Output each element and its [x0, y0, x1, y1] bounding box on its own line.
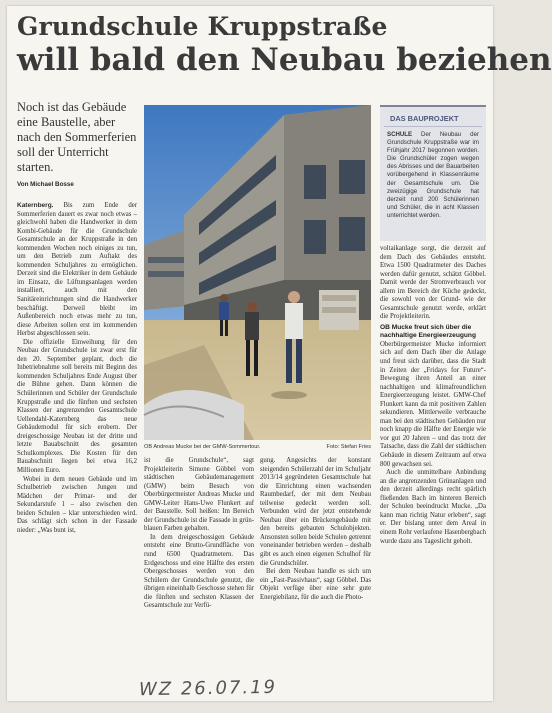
paragraph: voltaikanlage sorgt, die derzeit auf dem Dach des Gebäudes entsteht. Etwa 1500 Quadratmeter des Daches werden dafür genutzt, schätzt Göbbel. Damit werde der Stromverbrauch vor allem im Bereich der Küche gedeckt, die sowohl von der Grund- wie der Gesamtschule genutzt werde, erklärt die Projektleiterin. — [380, 245, 486, 321]
dateline: Katernberg. — [17, 202, 54, 209]
paragraph: Auch die unmittelbare Anbindung an die angrenzenden Grünanlagen und den derzeit allerdings recht spärlich fließenden Bach im hinteren Bereich der Schulen beeindruckt Mucke. „Da kann man richtig Natur erleben“, sagt er. Der bislang unter dem Areal in einem Rohr verlaufene Hasenbergbach wurde dazu ans Tageslicht geholt. — [380, 469, 486, 545]
article-column-2 — [144, 457, 254, 611]
info-box-title: DAS BAUPROJEKT — [384, 107, 482, 127]
headline — [17, 12, 552, 78]
info-box — [380, 105, 486, 241]
paragraph: Katernberg. Bis zum Ende der Sommerferien dauert es zwar noch etwas – gleichwohl haben die Handwerker in dem Kombi-Gebäude für die Grundschule Gesamtschule an der Kruppstraße in den kommenden Wochen noch einiges zu tun, um den Betrieb zum Auftakt des kommenden Schuljahres zu ermöglichen. Derzeit sind die Elektriker in dem Gebäude im Einsatz, die Lüftungsanlagen werden installiert, auch mit den Sanitäreinrichtungen sind die Handwerker beschäftigt. Derweil bleibt im Außenbereich noch etwas mehr zu tun, diese Arbeiten sollen erst im kommenden Herbst abgeschlossen sein. — [17, 202, 137, 338]
headline-line-1: Grundschule Kruppstraße — [17, 12, 388, 41]
article-column-4 — [380, 245, 486, 546]
paragraph: In dem dreigeschossigen Gebäude entsteht eine Brutto-Grundfläche von rund 6500 Quadratmetern. Das Erdgeschoss und eine Hälfte des ersten Obergeschosses werden von den Schülern der Grundschule genutzt, die übrigen eineinhalb Geschosse stehen für die fünften und sechsten Klassen der Gesamtschule zur Verfü- — [144, 533, 254, 610]
handwritten-date-note: WZ 26.07.19 — [138, 676, 278, 701]
school-building-photo — [144, 105, 371, 440]
paragraph: Die offizielle Einweihung für den Neubau der Grundschule ist zwar erst für den 20. September geplant, doch die Inbetriebnahme soll bereits mit Beginn des kommenden Schuljahres Ende August über die Bühne gehen. Dann können die Schülerinnen und Schüler der Grundschule Kruppstraße und die fünften und sechsten Klassen der angrenzenden Gesamtschule Uellendahl-Katernberg das neue Gebäudemodul für sich erobern. Der dreigeschossige Neubau ist der dritte und letzte Bauabschnitt des gesamten Schulkomplexes. Die Kosten für den Bauabschnitt liegen bei etwa 16,2 Millionen Euro. — [17, 338, 137, 474]
caption-text: OB Andreas Mucke bei der GMW-Sommertour. — [144, 444, 261, 450]
info-box-lead-word: SCHULE — [387, 131, 413, 138]
byline: Von Michael Bosse — [17, 181, 74, 188]
newspaper-clipping — [7, 6, 552, 701]
subheading: OB Mucke freut sich über die nachhaltige Energieerzeugung — [380, 323, 476, 339]
paragraph: Wobei in dem neuen Gebäude und im Schulbetrieb zwischen Jungen und Mädchen der Primar- und der Sekundarstufe 1 – also zwischen den beiden Schulen – klar unterschieden wird. Das schlägt sich schon in der Fassade nieder: „Was bunt ist, — [17, 475, 137, 534]
paragraph: Oberbürgermeister Mucke informiert sich auf dem Dach über die Anlage und freut sich darüber, dass die Stadt in Zeiten der „Fridays for Future“-Bewegung ihren Anteil an einer nachhaltigen und klimafreundlichen Energieerzeugung leistet. GMW-Chef Flunkert kann da mit positiven Zahlen sekundieren. Mittlerweile verbrauche man bei den städtischen Gebäuden nur noch knapp die Hälfte der Energie wie vor gut 20 Jahren – und das trotz der Tatsache, dass die Zahl der städtischen Gebäude in diesem Zeitraum auf etwa 800 gewachsen sei. — [380, 340, 486, 468]
article-lead: Noch ist das Gebäude eine Baustelle, aber nach den Sommerferien soll der Unterricht starten. — [17, 100, 137, 174]
photo-caption — [144, 444, 371, 450]
article-column-3 — [260, 457, 371, 602]
paragraph: Bei dem Neubau handle es sich um ein „Fast-Passivhaus“, sagt Göbbel. Das Objekt verfüge über eine sehr gute Energiebilanz, für die auch die Photo- — [260, 568, 371, 601]
headline-line-2: will bald den Neubau beziehen — [17, 42, 552, 78]
article-column-1 — [17, 202, 137, 535]
info-box-text: SCHULE Der Neubau der Grundschule Kruppstraße war im Frühjahr 2017 begonnen worden. Die Grundschüler zogen wegen des Abrisses und der Bauarbeiten vorübergehend in Klassenräume der Gesamtschule um. Die zweizügige Grundschule hat derzeit rund 200 Schülerinnen und Schüler, die in acht Klassen unterrichtet werden. — [387, 131, 479, 219]
article-photo — [144, 105, 371, 440]
photo-credit: Foto: Stefan Fries — [326, 444, 371, 450]
paragraph: gung. Angesichts der konstant steigenden Schülerzahl der im Schuljahr 2013/14 gegründeten Gesamtschule hat die Einrichtung einen wachsenden Raumbedarf, der mit dem Neubau teilweise gedeckt werden soll. Verbunden wird der jetzt entstehende Neubau über ein Brückengebäude mit den bereits gebauten Schulobjekten. Ansonsten sollen beide Schulen getrennt voneinander betrieben werden – deshalb gibt es auch einen eigenen Schulhof für die Grundschüler. — [260, 457, 371, 567]
paragraph: ist die Grundschule“, sagt Projektleiterin Simone Göbbel vom städtischen Gebäudemanagement (GMW) beim Besuch von Oberbürgermeister Andreas Mucke und GMW-Leiter Hans-Uwe Flunkert auf der Baustelle. Soll heißen: Im Bereich der Grundschule ist die Fassade in grün-blauen Farben gehalten. — [144, 457, 254, 533]
